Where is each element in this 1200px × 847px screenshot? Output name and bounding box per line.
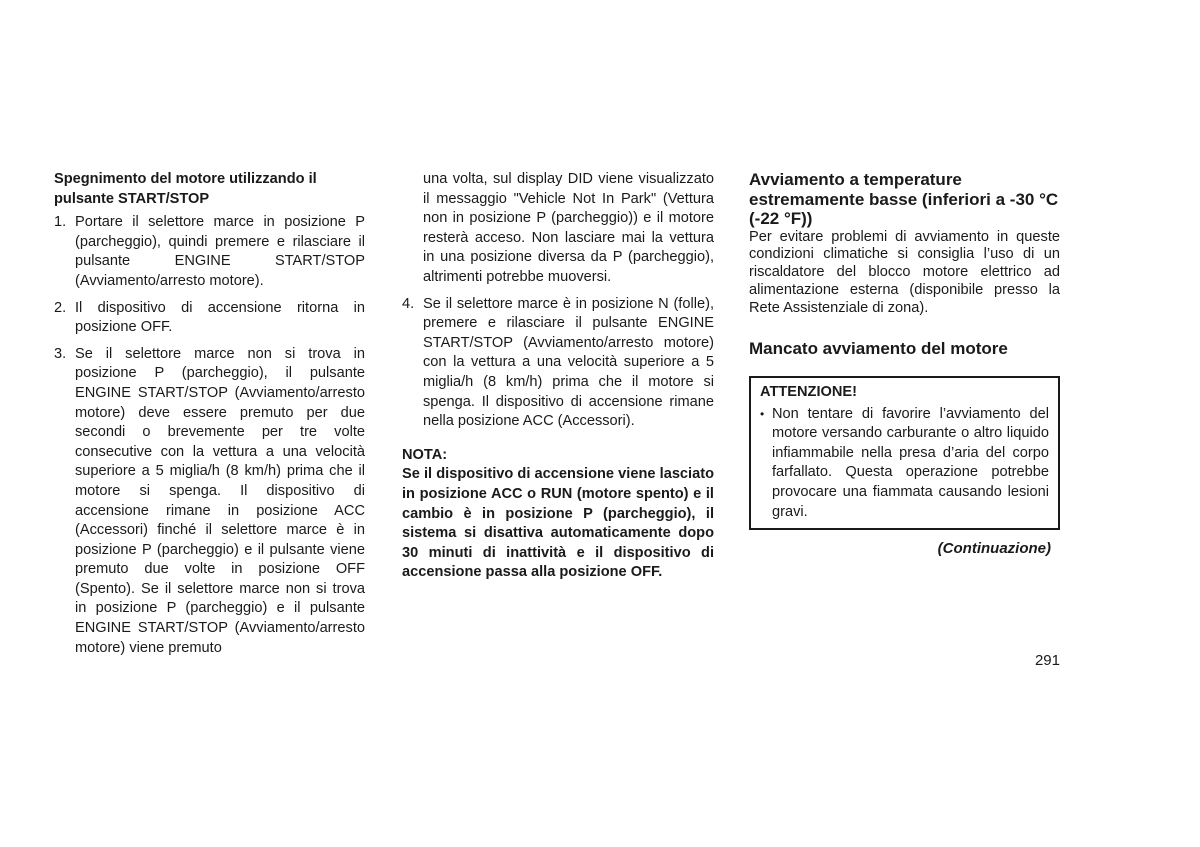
continued-label: (Continuazione) bbox=[937, 540, 1051, 558]
step-number: 1. bbox=[54, 214, 67, 231]
section-heading-cold-start: Avviamento a temperature estremamente basse (inferiori a -30 °C (-22 °F)) bbox=[749, 170, 1059, 228]
step-number: 3. bbox=[54, 345, 67, 362]
step-text: Il dispositivo di accensione ritorna in posizione OFF. bbox=[75, 299, 365, 336]
note-label: NOTA: bbox=[402, 446, 448, 463]
step-text: Se il selettore marce non si trova in posizione P (parcheggio), il pulsante ENGINE START/STOP (Avviamento/arresto motore) deve essere premuto per due secondi o brevemente per tre volte consecutive con la vettura a una velocità superiore a 5 miglia/h (8 km/h) prima che il motore si spenga. Il dispositivo di accensione rimane in posizione ACC (Accessori) finché il selettore marce è in posizione P (parcheggio) e il pulsante viene premuto due volte in posizione OFF (Spento). Se il selettore marce non si trova in posizione P (parcheggio) e il pulsante ENGINE START/STOP (Avviamento/arresto motore) viene premuto bbox=[75, 345, 365, 656]
cold-start-paragraph: Per evitare problemi di avviamento in queste condizioni climatiche si consiglia l’uso di un riscaldatore del blocco motore elettrico ad alimentazione esterna (disponibile presso la Rete Assistenziale di zona). bbox=[749, 228, 1060, 316]
section-subheading: Spegnimento del motore utilizzando il pulsante START/STOP bbox=[54, 171, 317, 207]
column-left bbox=[54, 170, 365, 665]
bullet-icon: • bbox=[760, 406, 765, 421]
step-text: Portare il selettore marce in posizione P (parcheggio), quindi premere e rilasciare il pulsante ENGINE START/STOP (Avviamento/arresto motore). bbox=[75, 214, 365, 289]
step-number: 4. bbox=[402, 295, 415, 312]
note-text: Se il dispositivo di accensione viene lasciato in posizione ACC o RUN (motore spento) e il cambio è in posizione P (parcheggio), il sistema si disattiva automaticamente dopo 30 minuti di inattività e il dispositivo di accensione passa alla posizione OFF. bbox=[402, 466, 714, 581]
section-heading-failed-start: Mancato avviamento del motore bbox=[749, 339, 1008, 359]
column-right bbox=[749, 170, 1060, 559]
step-item bbox=[402, 295, 714, 432]
warning-title: ATTENZIONE! bbox=[760, 383, 858, 400]
step-number: 2. bbox=[54, 299, 67, 316]
step-item bbox=[54, 213, 365, 291]
steps-list-continued bbox=[402, 295, 714, 432]
step-item bbox=[54, 299, 365, 338]
step-text: Se il selettore marce è in posizione N (folle), premere e rilasciare il pulsante ENGINE START/STOP (Avviamento/arresto motore) con la vettura a una velocità superiore a 5 miglia/h (8 km/h) prima che il motore si spenga. Il dispositivo di accensione rimane nella posizione ACC (Accessori). bbox=[423, 295, 714, 430]
step-continuation-text: una volta, sul display DID viene visualizzato il messaggio "Vehicle Not In Park" (Vettura non in posizione P (parcheggio)) e il motore resterà acceso. Non lasciare mai la vettura in una posizione diversa da P (parcheggio), altrimenti potrebbe muoversi. bbox=[423, 171, 714, 285]
warning-text: Non tentare di favorire l’avviamento del motore versando carburante o altro liquido infiammabile nella presa d’aria del corpo farfallato. Questa operazione potrebbe provocare una fiammata causando lesioni gravi. bbox=[772, 405, 1049, 520]
page-number: 291 bbox=[1034, 652, 1060, 669]
warning-bullet-item bbox=[760, 405, 1049, 523]
steps-list bbox=[54, 213, 365, 658]
step-item bbox=[54, 345, 365, 659]
warning-box bbox=[749, 376, 1060, 530]
column-middle bbox=[402, 170, 714, 583]
